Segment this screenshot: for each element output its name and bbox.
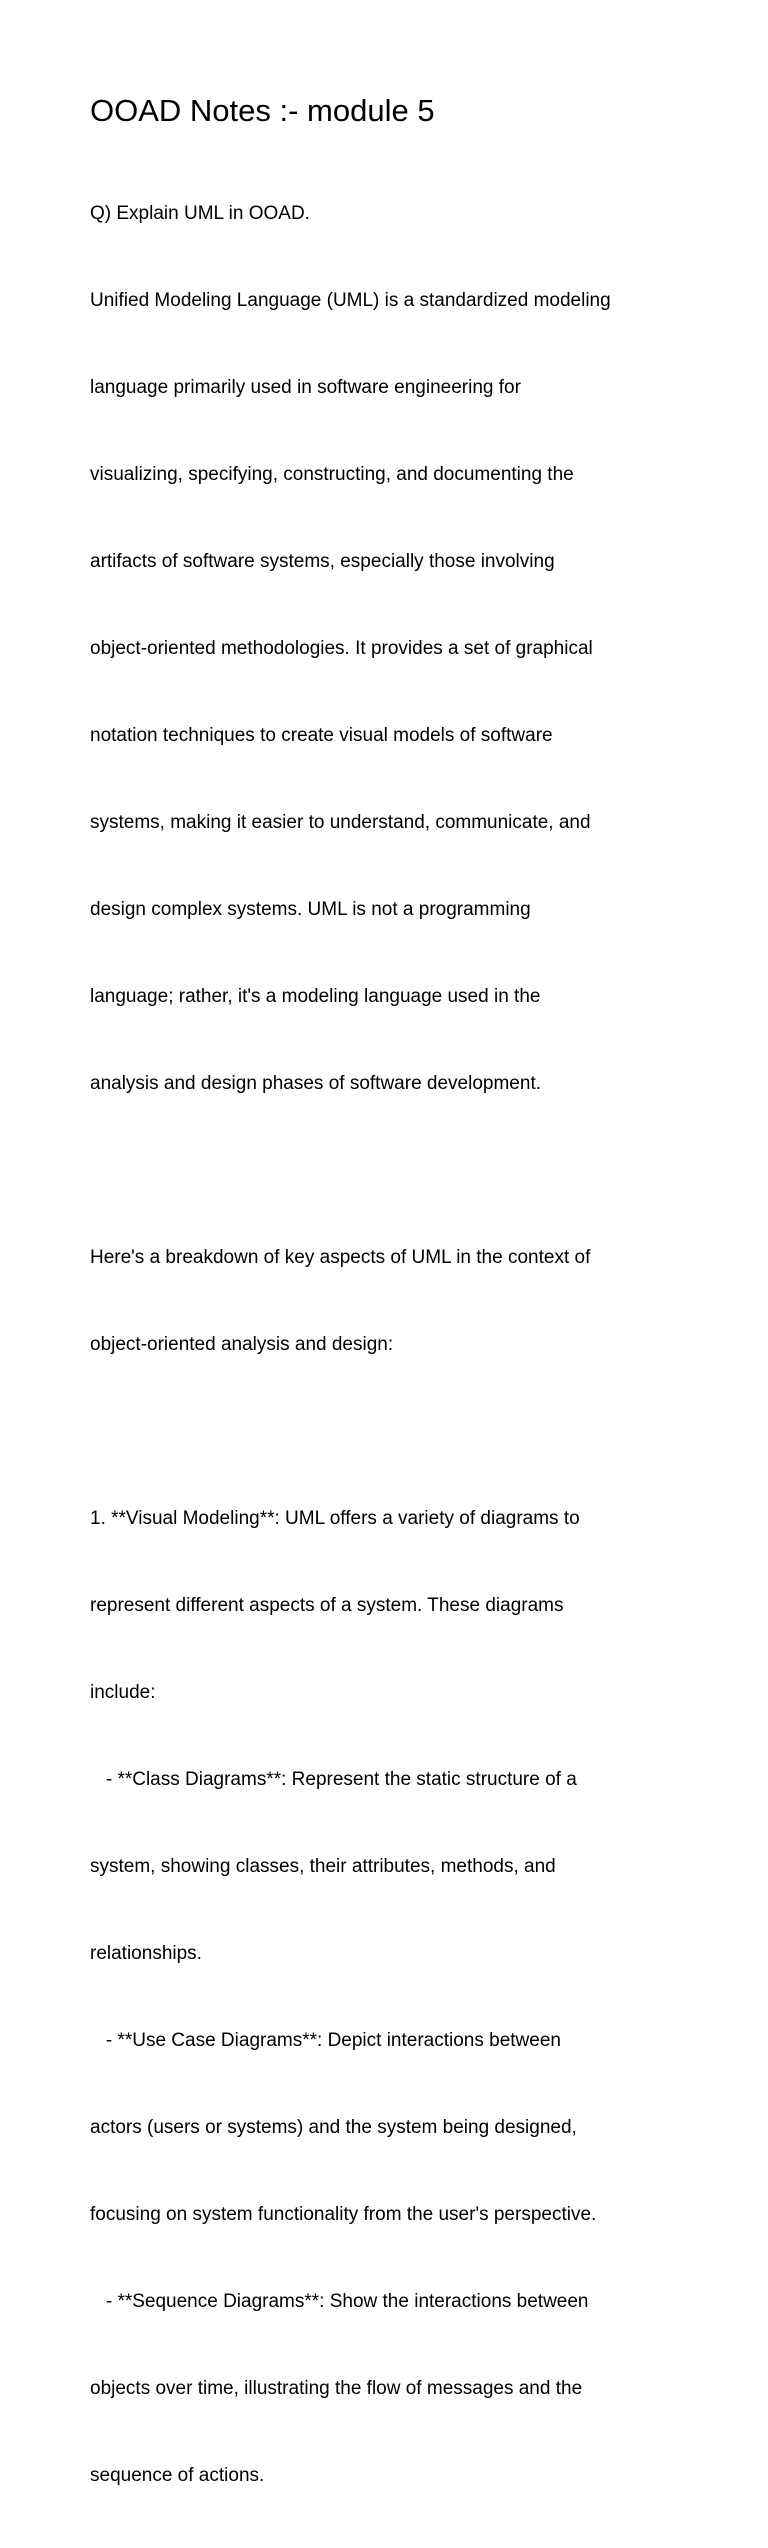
sub-list-item-line: actors (users or systems) and the system being designed, bbox=[90, 2117, 577, 2138]
paragraph-line: visualizing, specifying, constructing, and documenting the bbox=[90, 464, 574, 485]
paragraph-line: language; rather, it's a modeling language used in the bbox=[90, 986, 541, 1007]
paragraph-line: object-oriented analysis and design: bbox=[90, 1334, 394, 1355]
paragraph-line: artifacts of software systems, especially those involving bbox=[90, 551, 555, 572]
sub-list-item-line: system, showing classes, their attributes, methods, and bbox=[90, 1856, 556, 1877]
paragraph-line: analysis and design phases of software development. bbox=[90, 1073, 541, 1094]
sub-list-item-line: - **Use Case Diagrams**: Depict interactions between bbox=[90, 2030, 561, 2051]
sub-list-item-line: - **Sequence Diagrams**: Show the interactions between bbox=[90, 2291, 589, 2312]
blank-line bbox=[90, 1156, 710, 1185]
paragraph-line: language primarily used in software engineering for bbox=[90, 377, 521, 398]
paragraph-line: systems, making it easier to understand, communicate, and bbox=[90, 812, 591, 833]
sub-list-item-line: focusing on system functionality from the user's perspective. bbox=[90, 2204, 597, 2225]
list-item-line: include: bbox=[90, 1682, 156, 1703]
list-item-line: 1. **Visual Modeling**: UML offers a variety of diagrams to bbox=[90, 1508, 580, 1529]
sub-list-item-line: relationships. bbox=[90, 1943, 202, 1964]
sub-list-item-line: - **Class Diagrams**: Represent the static structure of a bbox=[90, 1769, 577, 1790]
paragraph-line: object-oriented methodologies. It provides a set of graphical bbox=[90, 638, 593, 659]
paragraph-line: notation techniques to create visual models of software bbox=[90, 725, 553, 746]
document-body bbox=[90, 141, 710, 2548]
question-line: Q) Explain UML in OOAD. bbox=[90, 203, 310, 224]
paragraph-line: Unified Modeling Language (UML) is a standardized modeling bbox=[90, 290, 611, 311]
paragraph-line: Here's a breakdown of key aspects of UML in the context of bbox=[90, 1247, 591, 1268]
list-item-line: represent different aspects of a system. These diagrams bbox=[90, 1595, 564, 1616]
blank-line bbox=[90, 1417, 710, 1446]
page-title: OOAD Notes :- module 5 bbox=[90, 93, 435, 128]
sub-list-item-line: objects over time, illustrating the flow of messages and the bbox=[90, 2378, 583, 2399]
paragraph-line: design complex systems. UML is not a programming bbox=[90, 899, 531, 920]
sub-list-item-line: sequence of actions. bbox=[90, 2465, 265, 2486]
